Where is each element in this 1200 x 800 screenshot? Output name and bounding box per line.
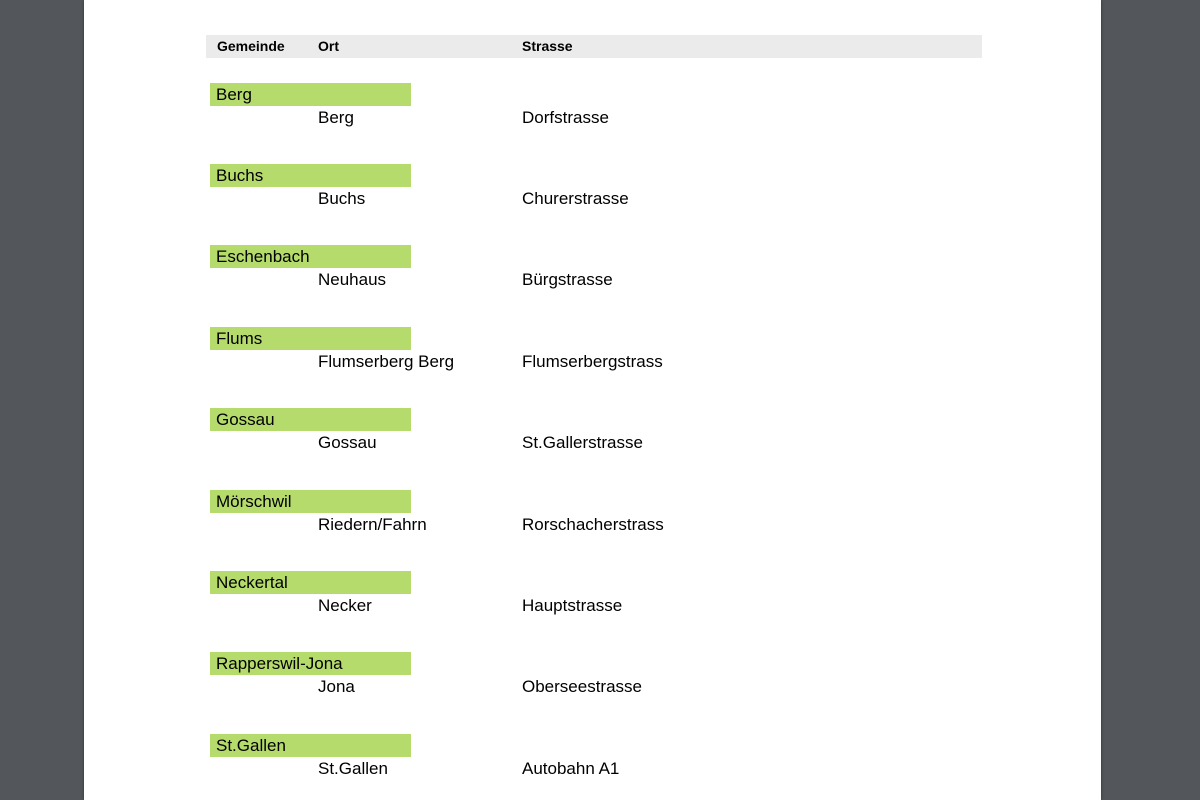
strasse-cell: Bürgstrasse [522, 270, 613, 289]
header-ort: Ort [318, 38, 339, 54]
ort-cell: Flumserberg Berg [318, 352, 455, 371]
table-group [210, 327, 986, 377]
table-group [210, 245, 986, 295]
gemeinde-cell: Gossau [216, 410, 275, 429]
table-group [210, 734, 986, 784]
strasse-cell: Churerstrasse [522, 189, 629, 208]
strasse-cell: Hauptstrasse [522, 596, 623, 615]
gemeinde-cell: Flums [216, 329, 263, 348]
ort-cell: St.Gallen [318, 759, 388, 778]
table-group [210, 571, 986, 621]
document-page[interactable] [84, 0, 1101, 800]
ort-cell: Necker [318, 596, 372, 615]
header-gemeinde: Gemeinde [217, 38, 285, 54]
table-header [206, 35, 982, 58]
strasse-cell: Autobahn A1 [522, 759, 620, 778]
ort-cell: Buchs [318, 189, 366, 208]
gemeinde-cell: Eschenbach [216, 247, 310, 266]
table-group [210, 490, 986, 540]
strasse-cell: Oberseestrasse [522, 677, 642, 696]
table-group [210, 408, 986, 458]
header-strasse: Strasse [522, 38, 573, 54]
gemeinde-cell: Neckertal [216, 573, 288, 592]
gemeinde-cell: Rapperswil-Jona [216, 654, 343, 673]
gemeinde-cell: Mörschwil [216, 492, 292, 511]
table-group [210, 83, 986, 133]
strasse-cell: St.Gallerstrasse [522, 433, 643, 452]
table-group [210, 652, 986, 702]
ort-cell: Gossau [318, 433, 377, 452]
table-group [210, 164, 986, 214]
ort-cell: Neuhaus [318, 270, 387, 289]
strasse-cell: Flumserbergstrass [522, 352, 663, 371]
gemeinde-cell: Berg [216, 85, 252, 104]
ort-cell: Riedern/Fahrn [318, 515, 427, 534]
strasse-cell: Rorschacherstrass [522, 515, 664, 534]
strasse-cell: Dorfstrasse [522, 108, 609, 127]
gemeinde-cell: Buchs [216, 166, 264, 185]
gemeinde-cell: St.Gallen [216, 736, 286, 755]
ort-cell: Berg [318, 108, 354, 127]
ort-cell: Jona [318, 677, 355, 696]
